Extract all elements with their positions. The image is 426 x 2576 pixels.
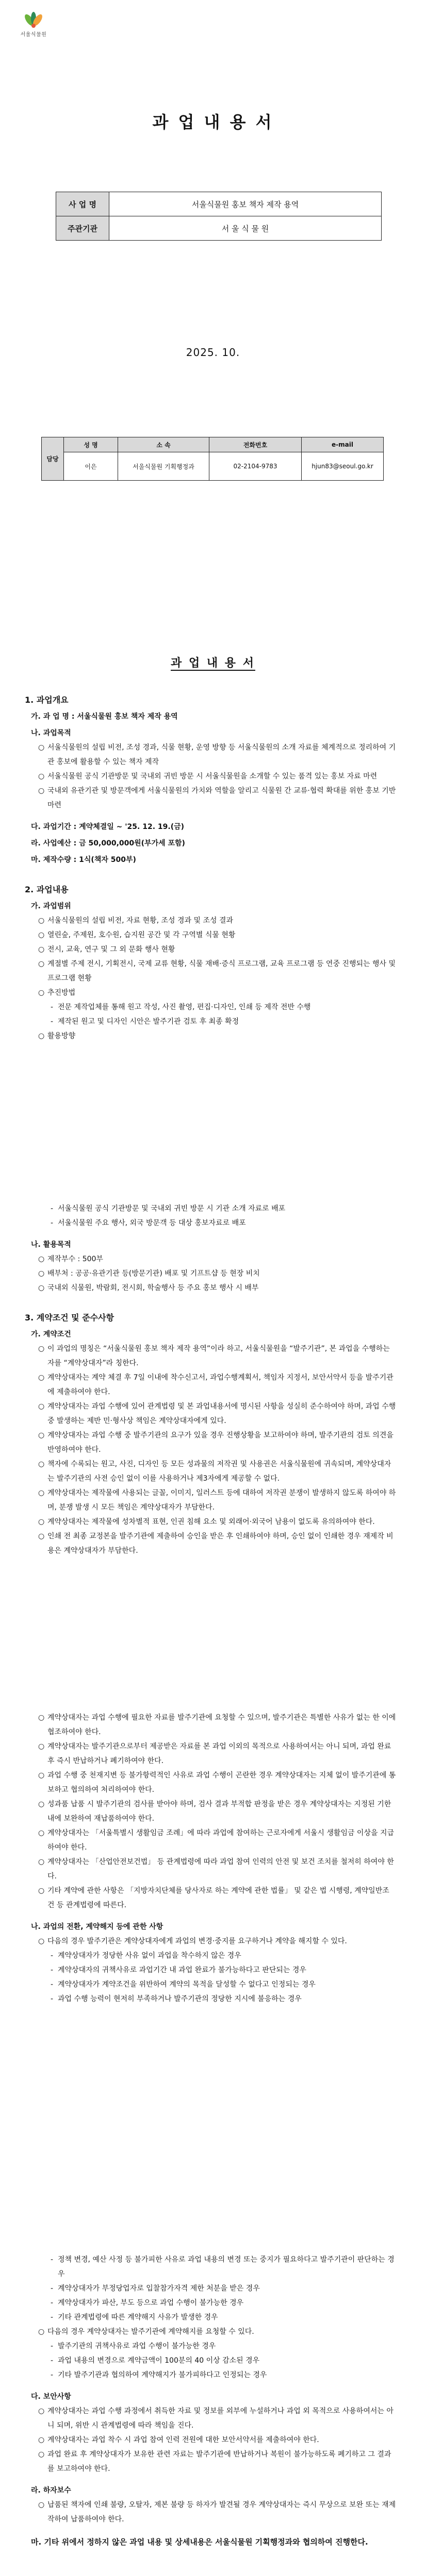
emphasis-note: 마. 기타 위에서 정하지 않은 과업 내용 및 상세내용은 서울식물원 기획행정과와 협의하여 진행한다. — [31, 2537, 368, 2547]
bullet-item: ○ 계절별 주제 전시, 기획전시, 국제 교류 현황, 식물 재배·증식 프로그램, 교육 프로그램 등 연중 진행되는 행사 및 프로그램 현황 — [25, 957, 396, 986]
project-info-table — [56, 192, 382, 241]
dash-item: - 기타 관계법령에 따른 계약해지 사유가 발생한 경우 — [25, 2310, 396, 2325]
dash-item: - 계약상대자가 정당한 사유 없이 과업을 착수하지 않은 경우 — [25, 1948, 396, 1963]
dash-item: - 정책 변경, 예산 사정 등 불가피한 사유로 과업 내용의 변경 또는 중지가 필요하다고 발주기관이 판단하는 경우 — [25, 2252, 396, 2281]
page-3-content — [25, 1201, 396, 1558]
bullet-item: ○ 열린숲, 주제원, 호수원, 습지원 공간 및 각 구역별 식물 현황 — [25, 928, 396, 942]
page-2-content — [25, 693, 396, 1043]
contact-header-dept: 소 속 — [118, 437, 209, 452]
bullet-item: ○ 계약상대자는 제작물에 성차별적 표현, 인권 침해 요소 및 외래어·외국어 남용이 없도록 유의하여야 한다. — [25, 1515, 396, 1529]
seoul-botanic-park-logo — [15, 11, 52, 38]
bullet-item: ○ 계약상대자는 과업 수행 과정에서 취득한 자료 및 정보를 외부에 누설하거나 과업 외 목적으로 사용하여서는 아니 되며, 위반 시 관계법령에 따라 책임을 진다. — [25, 2404, 396, 2433]
contact-header-email: e-mail — [302, 437, 384, 452]
project-name-value: 서울식물원 홍보 책자 제작 용역 — [109, 192, 382, 216]
bullet-item: ○ 제작부수 : 500부 — [25, 1252, 396, 1266]
logo-text: 서울식물원 — [20, 32, 47, 38]
contact-data-row — [42, 452, 384, 481]
bullet-item: ○ 책자에 수록되는 원고, 사진, 디자인 등 모든 성과물의 저작권 및 사용권은 서울식물원에 귀속되며, 계약상대자는 발주기관의 사전 승인 없이 이를 사용하거나 제3자에게 제공할 수 없다. — [25, 1457, 396, 1486]
dash-item: - 서울식물원 주요 행사, 외국 방문객 등 대상 홍보자료로 배포 — [25, 1216, 396, 1230]
bullet-item: ○ 배부처 : 공공·유관기관 등(방문기관) 배포 및 기프트샵 등 현장 비치 — [25, 1266, 396, 1281]
contact-side-label: 담당 — [42, 437, 64, 481]
page-5-content — [25, 2252, 396, 2576]
bullet-item: ○ 계약상대자는 발주기관으로부터 제공받은 자료를 본 과업 이외의 목적으로 사용하여서는 아니 되며, 과업 완료 후 즉시 반납하거나 폐기하여야 한다. — [25, 1739, 396, 1768]
bullet-item: ○ 성과품 납품 시 발주기관의 검사를 받아야 하며, 검사 결과 부적합 판정을 받은 경우 계약상대자는 지정된 기한 내에 보완하여 재납품하여야 한다. — [25, 1797, 396, 1826]
leaf-emblem-icon — [22, 11, 45, 29]
bullet-item: ○ 이 과업의 명칭은 “서울식물원 홍보 책자 제작 용역”이라 하고, 서울식물원을 “발주기관”, 본 과업을 수행하는 자를 “계약상대자”라 칭한다. — [25, 1342, 396, 1370]
cover-title: 과 업 내 용 서 — [152, 112, 274, 132]
subsection-heading: 마. 제작수량 : 1식(책자 500부) — [31, 856, 136, 864]
bullet-item: ○ 다음의 경우 계약상대자는 발주기관에 계약해지를 요청할 수 있다. — [25, 2325, 396, 2339]
bullet-item: ○ 계약상대자는 제작물에 사용되는 글꼴, 이미지, 일러스트 등에 대하여 저작권 분쟁이 발생하지 않도록 하여야 하며, 분쟁 발생 시 모든 책임은 계약상대자가 부담한다. — [25, 1486, 396, 1515]
subsection-heading: 가. 과 업 명 : 서울식물원 홍보 책자 제작 용역 — [31, 713, 178, 721]
subsection-heading: 가. 과업범위 — [31, 902, 71, 910]
bullet-item: ○ 계약상대자는 과업 수행 중 발주기관의 요구가 있을 경우 진행상황을 보고하여야 하며, 발주기관의 검토 의견을 반영하여야 한다. — [25, 1428, 396, 1457]
dash-item: - 전문 제작업체를 통해 원고 작성, 사진 촬영, 편집·디자인, 인쇄 등 제작 전반 수행 — [25, 1000, 396, 1014]
contact-email: hjun83@seoul.go.kr — [302, 452, 384, 481]
body-title: 과 업 내 용 서 — [171, 657, 255, 670]
dash-item: - 제작된 원고 및 디자인 시안은 발주기관 검토 후 최종 확정 — [25, 1014, 396, 1029]
bullet-item: ○ 납품된 책자에 인쇄 불량, 오탈자, 제본 불량 등 하자가 발견될 경우 계약상대자는 즉시 무상으로 보완 또는 재제작하여 납품하여야 한다. — [25, 2498, 396, 2527]
contact-header-name: 성 명 — [64, 437, 118, 452]
contact-table — [41, 437, 384, 481]
bullet-item: ○ 서울식물원의 설립 비전, 자료 현황, 조성 경과 및 조성 결과 — [25, 913, 396, 928]
bullet-item: ○ 계약상대자는 과업 수행에 있어 관계법령 및 본 과업내용서에 명시된 사항을 성실히 준수하여야 하며, 과업 수행 중 발생하는 제반 민·형사상 책임은 계약상대자에게 있다. — [25, 1399, 396, 1428]
bullet-item: ○ 계약상대자는 과업 수행에 필요한 자료를 발주기관에 요청할 수 있으며, 발주기관은 특별한 사유가 없는 한 이에 협조하여야 한다. — [25, 1710, 396, 1739]
bullet-item: ○ 계약상대자는 「서울특별시 생활임금 조례」에 따라 과업에 참여하는 근로자에게 서울시 생활임금 이상을 지급하여야 한다. — [25, 1826, 396, 1855]
contact-dept: 서울식물원 기획행정과 — [118, 452, 209, 481]
project-name-label: 사 업 명 — [56, 192, 109, 216]
dash-item: - 서울식물원 공식 기관방문 및 국내외 귀빈 방문 시 기관 소개 자료로 배포 — [25, 1201, 396, 1216]
subsection-heading: 다. 보안사항 — [31, 2393, 71, 2401]
dash-item: - 계약상대자가 계약조건을 위반하여 계약의 목적을 달성할 수 없다고 인정되는 경우 — [25, 1977, 396, 1992]
subsection-heading: 나. 과업의 전환, 계약해지 등에 관한 사항 — [31, 1923, 163, 1931]
section-heading: 2. 과업내용 — [25, 885, 69, 894]
contact-phone: 02-2104-9783 — [209, 452, 302, 481]
contact-name: 이은 — [64, 452, 118, 481]
subsection-heading: 가. 계약조건 — [31, 1330, 71, 1338]
section-heading: 1. 과업개요 — [25, 695, 69, 705]
contact-header-row — [42, 437, 384, 452]
cover-date: 2025. 10. — [186, 346, 240, 359]
bullet-item: ○ 활용방향 — [25, 1029, 396, 1043]
dash-item: - 계약상대자가 부정당업자로 입찰참가자격 제한 처분을 받은 경우 — [25, 2281, 396, 2296]
bullet-item: ○ 추진방법 — [25, 986, 396, 1000]
dash-item: - 계약상대자가 파산, 부도 등으로 과업 수행이 불가능한 경우 — [25, 2296, 396, 2310]
bullet-item: ○ 서울식물원 공식 기관방문 및 국내외 귀빈 방문 시 서울식물원을 소개할 수 있는 품격 있는 홍보 자료 마련 — [25, 769, 396, 784]
bullet-item: ○ 서울식물원의 설립 비전, 조성 경과, 식물 현황, 운영 방향 등 서울식물원의 소개 자료를 체계적으로 정리하여 기관 홍보에 활용할 수 있는 책자 제작 — [25, 740, 396, 769]
subsection-heading: 라. 사업예산 : 금 50,000,000원(부가세 포함) — [31, 839, 185, 848]
section-heading: 3. 계약조건 및 준수사항 — [25, 1313, 114, 1323]
subsection-heading: 나. 활용목적 — [31, 1241, 71, 1249]
bullet-item: ○ 계약상대자는 과업 착수 시 과업 참여 인력 전원에 대한 보안서약서를 제출하여야 한다. — [25, 2433, 396, 2447]
dash-item: - 기타 발주기관과 협의하여 계약해지가 불가피하다고 인정되는 경우 — [25, 2368, 396, 2382]
subsection-heading: 다. 과업기간 : 계약체결일 ~ '25. 12. 19.(금) — [31, 823, 185, 831]
bullet-item: ○ 과업 수행 중 천재지변 등 불가항력적인 사유로 과업 수행이 곤란한 경우 계약상대자는 지체 없이 발주기관에 통보하고 협의하여 처리하여야 한다. — [25, 1768, 396, 1797]
bullet-item: ○ 인쇄 전 최종 교정본을 발주기관에 제출하여 승인을 받은 후 인쇄하여야 하며, 승인 없이 인쇄한 경우 재제작 비용은 계약상대자가 부담한다. — [25, 1529, 396, 1558]
bullet-item: ○ 국내외 식물원, 박람회, 전시회, 학술행사 등 주요 홍보 행사 시 배부 — [25, 1281, 396, 1295]
bullet-item: ○ 전시, 교육, 연구 및 그 외 문화 행사 현황 — [25, 942, 396, 957]
contact-header-phone: 전화번호 — [209, 437, 302, 452]
project-name-row — [56, 192, 382, 216]
bullet-item: ○ 국내외 유관기관 및 방문객에게 서울식물원의 가치와 역할을 알리고 식물원 간 교류·협력 확대를 위한 홍보 기반 마련 — [25, 784, 396, 812]
dash-item: - 과업 내용의 변경으로 계약금액이 100분의 40 이상 감소된 경우 — [25, 2353, 396, 2368]
dash-item: - 발주기관의 귀책사유로 과업 수행이 불가능한 경우 — [25, 2339, 396, 2353]
agency-row — [56, 216, 382, 241]
page-4-content — [25, 1710, 396, 2006]
subsection-heading: 나. 과업목적 — [31, 729, 71, 737]
bullet-item: ○ 계약상대자는 「산업안전보건법」 등 관계법령에 따라 과업 참여 인력의 안전 및 보건 조치를 철저히 하여야 한다. — [25, 1855, 396, 1884]
bullet-item: ○ 계약상대자는 계약 체결 후 7일 이내에 착수신고서, 과업수행계획서, 책임자 지정서, 보안서약서 등을 발주기관에 제출하여야 한다. — [25, 1370, 396, 1399]
dash-item: - 과업 수행 능력이 현저히 부족하거나 발주기관의 정당한 지시에 불응하는 경우 — [25, 1992, 396, 2006]
bullet-item: ○ 기타 계약에 관한 사항은 「지방자치단체를 당사자로 하는 계약에 관한 법률」 및 같은 법 시행령, 계약일반조건 등 관계법령에 따른다. — [25, 1884, 396, 1912]
agency-label: 주관기관 — [56, 216, 109, 241]
bullet-item: ○ 과업 완료 후 계약상대자가 보유한 관련 자료는 발주기관에 반납하거나 복원이 불가능하도록 폐기하고 그 결과를 보고하여야 한다. — [25, 2447, 396, 2476]
dash-item: - 계약상대자의 귀책사유로 과업기간 내 과업 완료가 불가능하다고 판단되는 경우 — [25, 1963, 396, 1977]
agency-value: 서 울 식 물 원 — [109, 216, 382, 241]
subsection-heading: 라. 하자보수 — [31, 2486, 71, 2495]
bullet-item: ○ 다음의 경우 발주기관은 계약상대자에게 과업의 변경·중지를 요구하거나 계약을 해지할 수 있다. — [25, 1934, 396, 1948]
